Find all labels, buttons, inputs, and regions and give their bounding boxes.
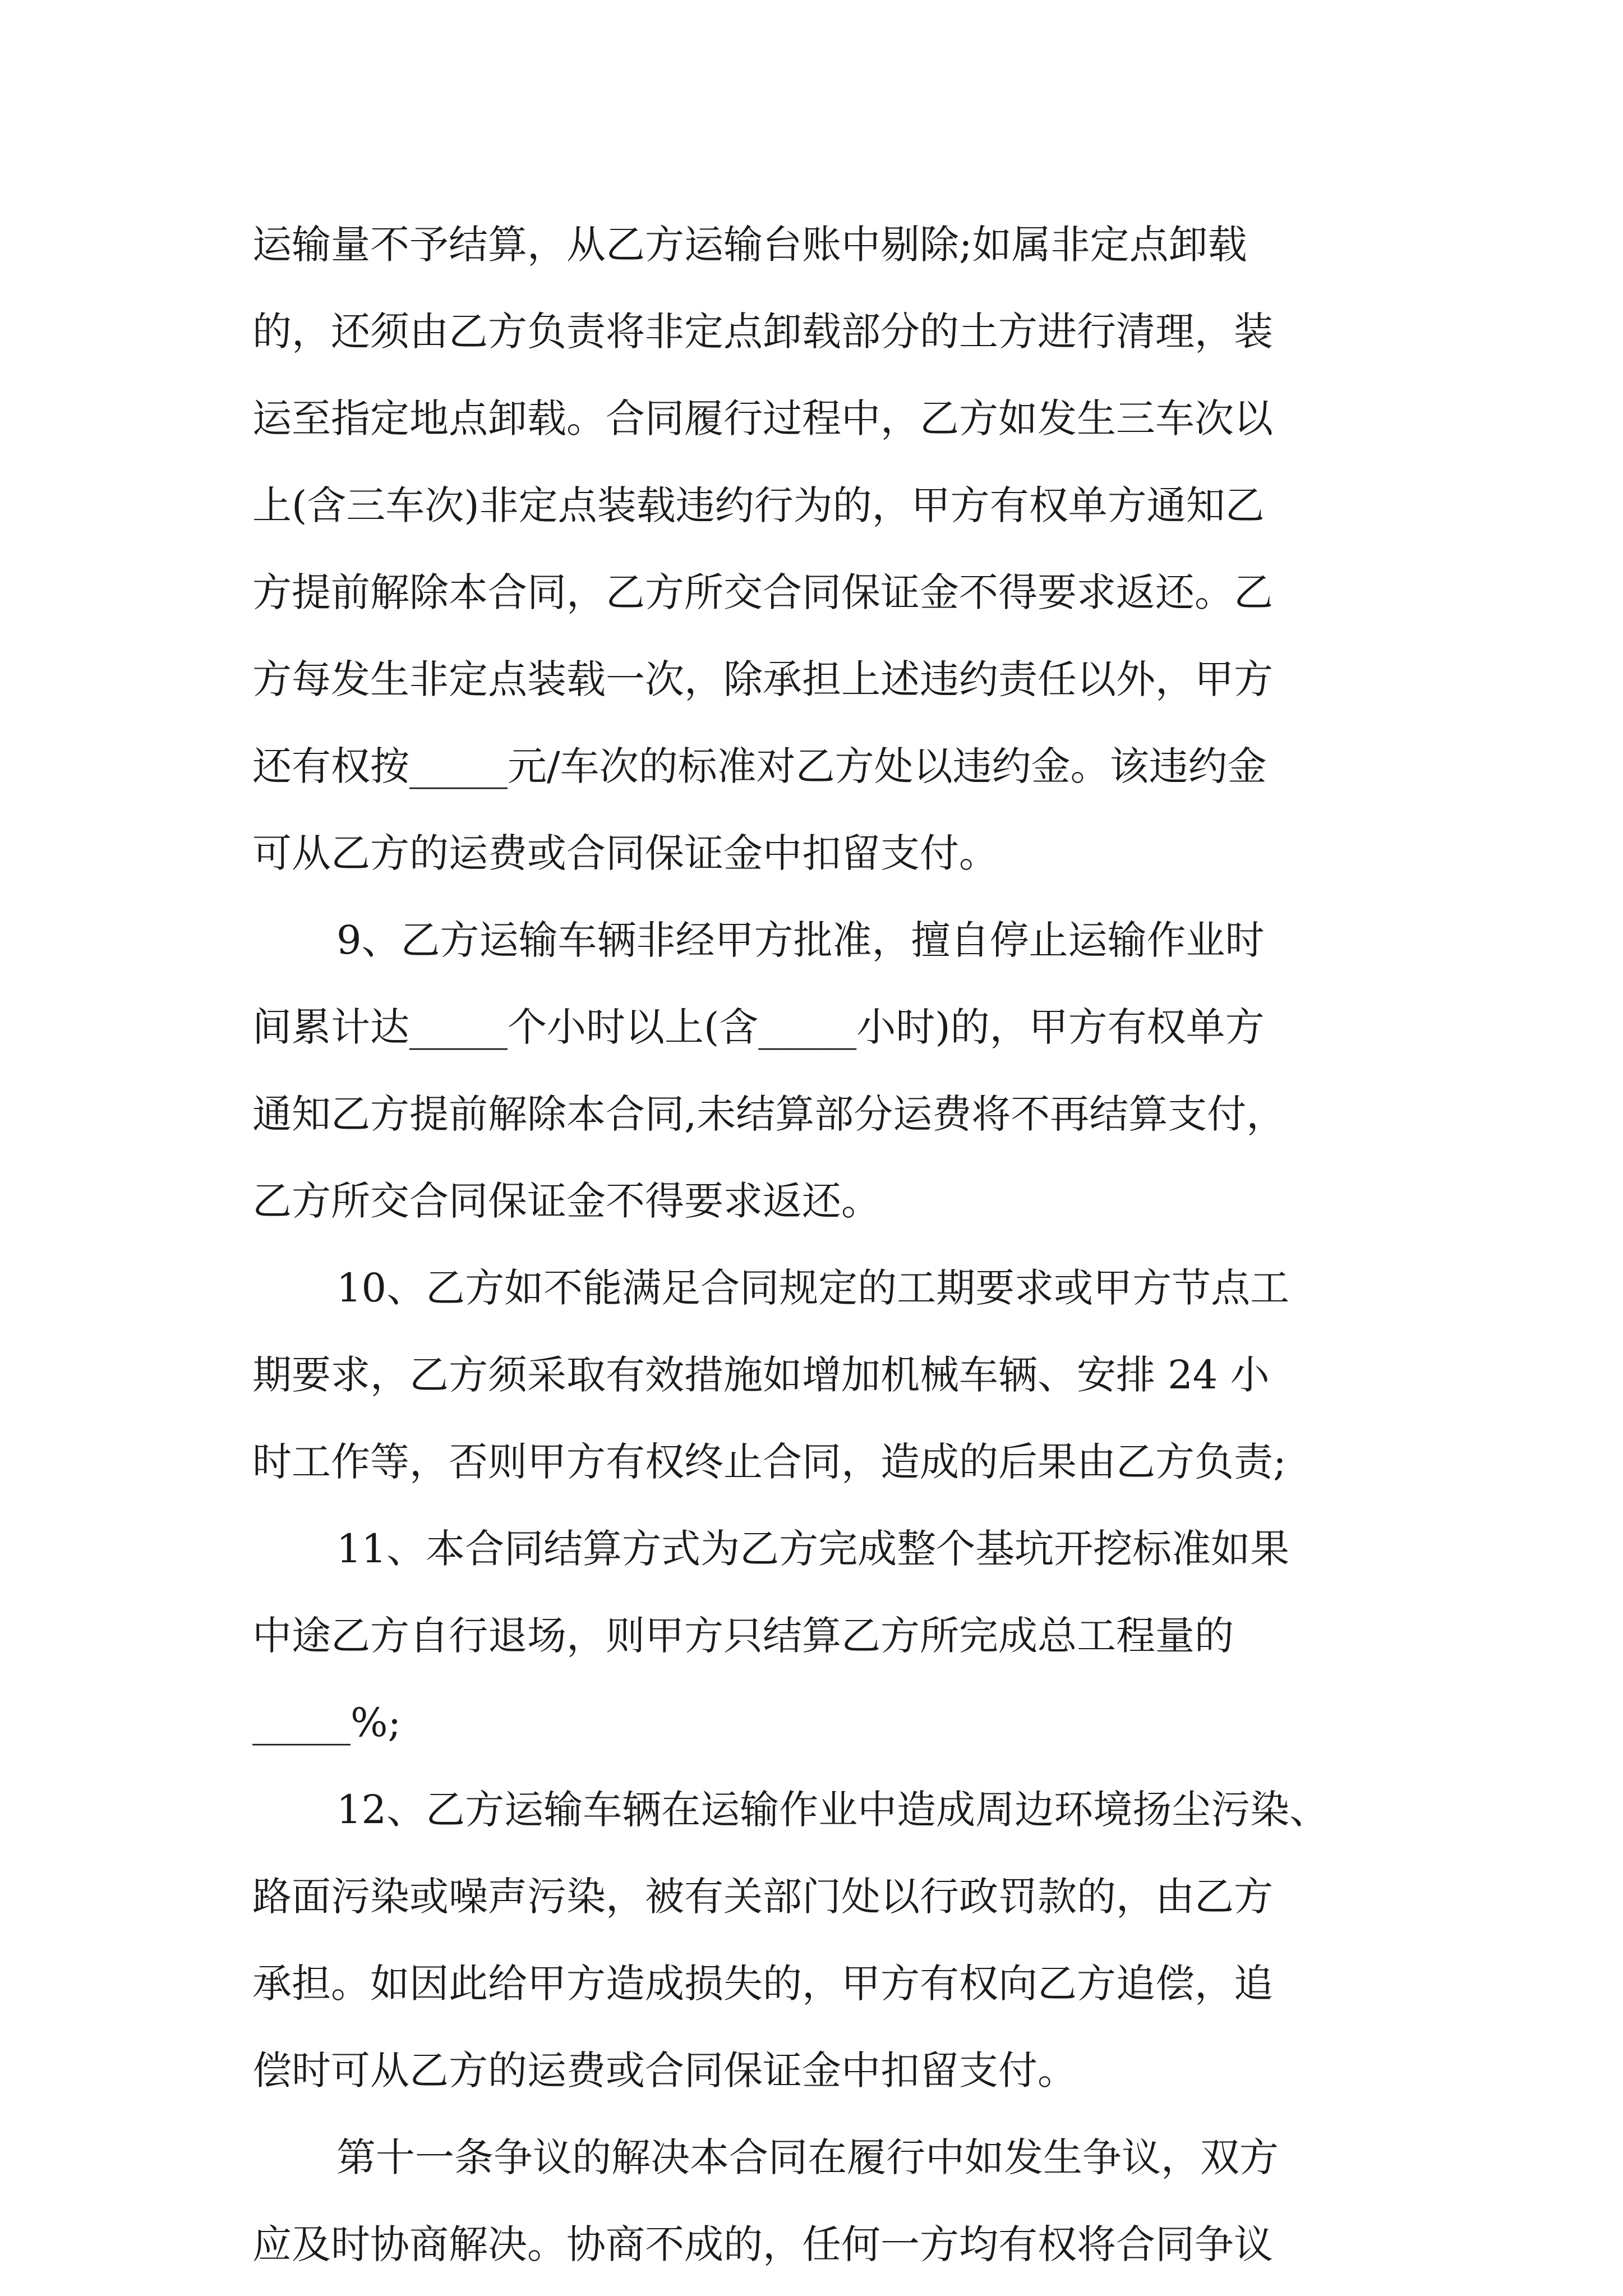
- text-line-4: 上(含三车次)非定点装载违约行为的，甲方有权单方通知乙: [252, 482, 1265, 528]
- text-line-7: 还有权按_____元/车次的标准对乙方处以违约金。该违约金: [252, 743, 1267, 789]
- text-line-18: _____%;: [252, 1700, 402, 1746]
- text-line-17: 中途乙方自行退场，则甲方只结算乙方所完成总工程量的: [252, 1613, 1234, 1659]
- text-line-5: 方提前解除本合同，乙方所交合同保证金不得要求返还。乙: [252, 569, 1273, 615]
- text-line-14: 期要求，乙方须采取有效措施如增加机械车辆、安排 24 小: [252, 1352, 1270, 1398]
- text-line-8: 可从乙方的运费或合同保证金中扣留支付。: [252, 830, 998, 876]
- text-line-1: 运输量不予结算，从乙方运输台账中剔除;如属非定点卸载: [252, 222, 1247, 268]
- text-line-20: 路面污染或噪声污染，被有关部门处以行政罚款的，由乙方: [252, 1874, 1273, 1920]
- text-line-9: 9、乙方运输车辆非经甲方批准，擅自停止运输作业时: [336, 917, 1265, 963]
- text-line-10: 间累计达_____个小时以上(含_____小时)的，甲方有权单方: [252, 1004, 1265, 1050]
- text-line-2: 的，还须由乙方负责将非定点卸载部分的土方进行清理，装: [252, 309, 1273, 355]
- text-line-19: 12、乙方运输车辆在运输作业中造成周边环境扬尘污染、: [336, 1787, 1329, 1833]
- text-line-16: 11、本合同结算方式为乙方完成整个基坑开挖标准如果: [336, 1526, 1290, 1572]
- text-line-23: 第十一条争议的解决本合同在履行中如发生争议，双方: [336, 2134, 1279, 2180]
- text-line-24: 应及时协商解决。协商不成的，任何一方均有权将合同争议: [252, 2221, 1273, 2267]
- text-line-15: 时工作等，否则甲方有权终止合同，造成的后果由乙方负责;: [252, 1439, 1287, 1485]
- text-line-21: 承担。如因此给甲方造成损失的，甲方有权向乙方追偿，追: [252, 1961, 1273, 2007]
- text-line-13: 10、乙方如不能满足合同规定的工期要求或甲方节点工: [336, 1265, 1290, 1311]
- text-line-11: 通知乙方提前解除本合同,未结算部分运费将不再结算支付，: [252, 1091, 1286, 1137]
- text-line-22: 偿时可从乙方的运费或合同保证金中扣留支付。: [252, 2047, 1077, 2093]
- text-line-6: 方每发生非定点装载一次，除承担上述违约责任以外，甲方: [252, 656, 1273, 702]
- text-line-12: 乙方所交合同保证金不得要求返还。: [252, 1178, 880, 1224]
- text-line-3: 运至指定地点卸载。合同履行过程中，乙方如发生三车次以: [252, 395, 1273, 441]
